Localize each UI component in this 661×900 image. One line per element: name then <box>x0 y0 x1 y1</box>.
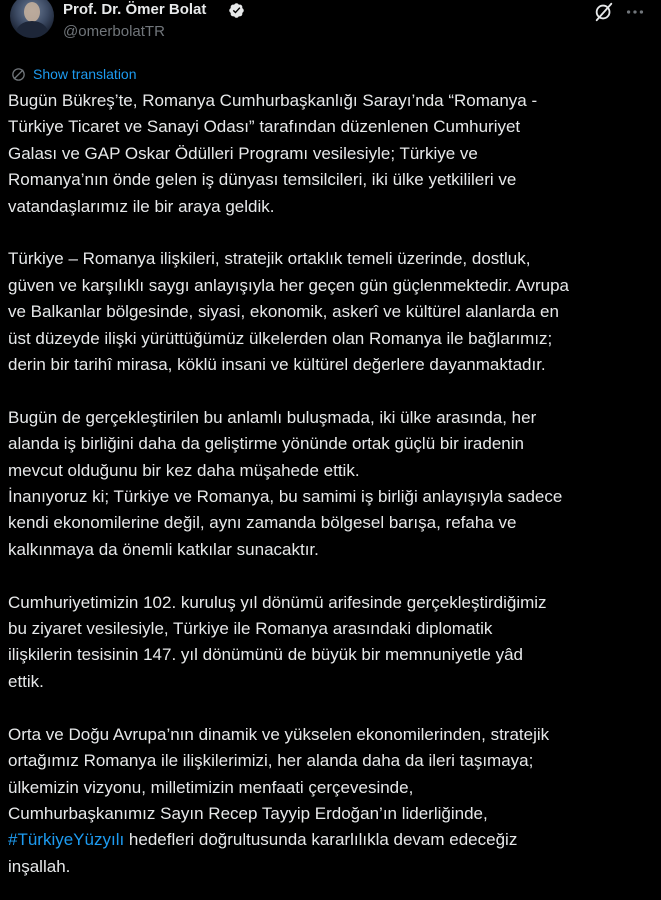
text-line: mevcut olduğunu bir kez daha müşahede ettik. <box>8 460 360 480</box>
show-translation-link[interactable] <box>10 64 137 84</box>
text-fragment: hedefleri doğrultusunda kararlılıkla devam edeceğiz <box>124 830 518 850</box>
text-line: üst düzeyde ilişki yürüttüğümüz ülkelerden olan Romanya ile bağlarımız; <box>8 328 553 348</box>
post-header <box>0 0 661 52</box>
grok-icon[interactable] <box>593 1 615 23</box>
author-display-name[interactable]: Prof. Dr. Ömer Bolat <box>63 1 207 18</box>
text-line: Bugün de gerçekleştirilen bu anlamlı buluşmada, iki ülke arasında, her <box>8 407 537 427</box>
text-line: Türkiye – Romanya ilişkileri, stratejik ortaklık temeli üzerinde, dostluk, <box>8 249 531 269</box>
text-line: inşallah. <box>8 856 71 876</box>
author-handle[interactable]: @omerbolatTR <box>63 23 165 40</box>
text-line: Orta ve Doğu Avrupa’nın dinamik ve yükselen ekonomilerinden, stratejik <box>8 724 550 744</box>
text-line: vatandaşlarımız ile bir araya geldik. <box>8 196 275 216</box>
text-line: bu ziyaret vesilesiyle, Türkiye ile Romanya arasındaki diplomatik <box>8 619 493 639</box>
text-line: Türkiye Ticaret ve Sanayi Odası” tarafından düzenlenen Cumhuriyet <box>8 117 521 137</box>
text-line: Bugün Bükreş’te, Romanya Cumhurbaşkanlığı Sarayı’nda “Romanya - <box>8 91 538 110</box>
more-icon[interactable] <box>624 1 646 23</box>
avatar-body <box>16 21 48 38</box>
hashtag-link[interactable]: #TürkiyeYüzyılı <box>8 830 125 850</box>
text-line: derin bir tarihî mirasa, köklü insani ve kültürel değerlere dayanmaktadır. <box>8 355 546 375</box>
text-line: Galası ve GAP Oskar Ödülleri Programı vesilesiyle; Türkiye ve <box>8 143 478 163</box>
text-line: İnanıyoruz ki; Türkiye ve Romanya, bu samimi iş birliği anlayışıyla sadece <box>8 487 563 507</box>
translate-icon <box>10 66 27 83</box>
post-paragraph-5 <box>8 722 653 880</box>
post-paragraph-3 <box>8 405 653 563</box>
text-line: Cumhurbaşkanımız Sayın Recep Tayyip Erdoğan’ın liderliğinde, <box>8 803 488 823</box>
text-line: Cumhuriyetimizin 102. kuruluş yıl dönümü arifesinde gerçekleştirdiğimiz <box>8 592 547 612</box>
text-line-with-hashtag <box>8 827 653 853</box>
text-line: güven ve karşılıklı saygı anlayışıyla her geçen gün güçlenmektedir. Avrupa <box>8 275 570 295</box>
text-line: Romanya’nın önde gelen iş dünyası temsilcileri, iki ülke yetkilileri ve <box>8 170 517 190</box>
text-line: kendi ekonomilerine değil, aynı zamanda bölgesel barışa, refaha ve <box>8 513 517 533</box>
text-line: ve Balkanlar bölgesinde, siyasi, ekonomik, askerî ve kültürel alanlarda en <box>8 302 559 322</box>
post-paragraph-2 <box>8 246 653 378</box>
text-line: kalkınmaya da önemli katkılar sunacaktır. <box>8 539 319 559</box>
post-paragraph-4 <box>8 590 653 696</box>
verified-badge-icon <box>228 2 245 19</box>
avatar-face <box>24 2 40 22</box>
text-line: alanda iş birliğini daha da geliştirme yönünde ortak güçlü bir iradenin <box>8 434 524 454</box>
text-line: ülkemizin vizyonu, milletimizin menfaati çerçevesinde, <box>8 777 414 797</box>
text-line: ortağımız Romanya ile ilişkilerimizi, her alanda daha da ileri taşımaya; <box>8 751 534 771</box>
post-paragraph-1 <box>8 88 653 220</box>
text-line: ettik. <box>8 671 44 691</box>
post-body <box>8 88 653 880</box>
author-avatar[interactable] <box>10 0 54 38</box>
text-line: ilişkilerin tesisinin 147. yıl dönümünü de büyük bir memnuniyetle yâd <box>8 645 523 665</box>
show-translation-label[interactable]: Show translation <box>33 66 137 82</box>
